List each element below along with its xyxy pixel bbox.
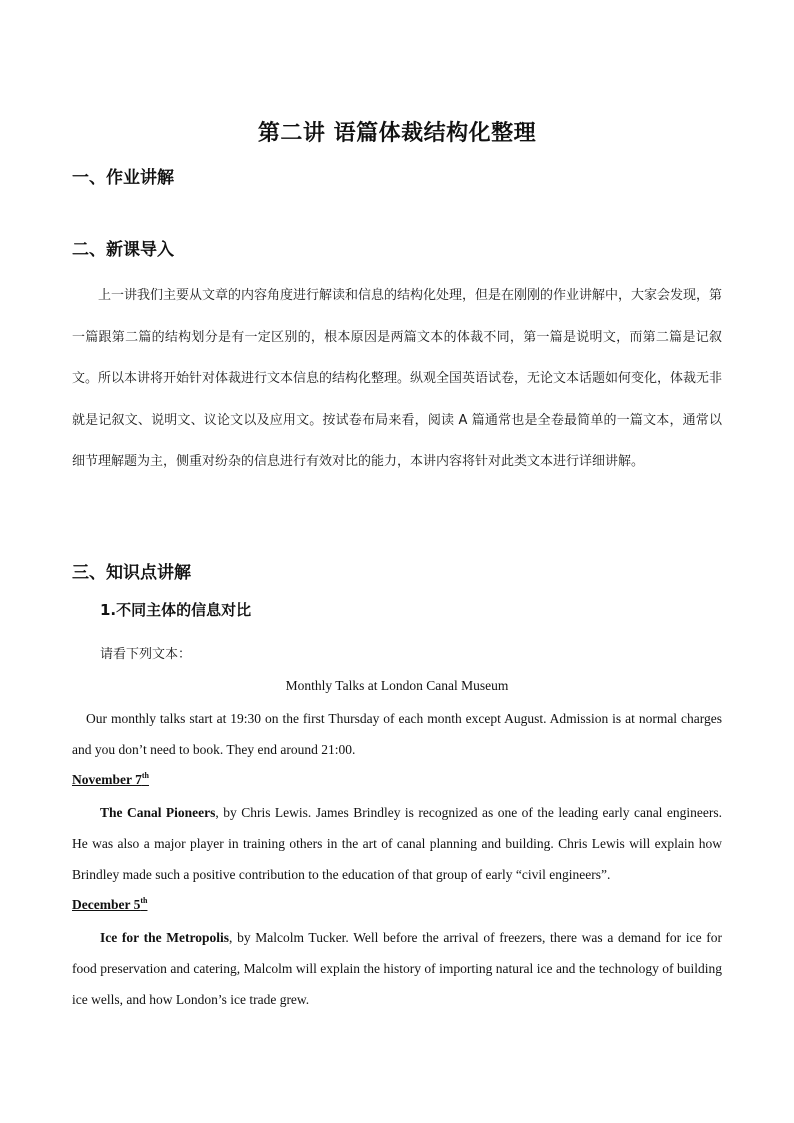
talk-description [72,922,722,1015]
talk-date-text: November 7 [72,772,142,787]
talk-body: , by Malcolm Tucker. Well before the arrival of freezers, there was a demand for ice for food preservation and catering, Malcolm will explain the history of importing natural ice and the technology of building ice wells, and how London’s ice trade grew. [72,930,723,1007]
talk-date [72,771,149,788]
talk-date [72,896,147,913]
passage-intro: Our monthly talks start at 19:30 on the first Thursday of each month except August. Admission is at normal charges and you don’t need to book. They end around 21:00. [72,711,722,757]
page-title: 第二讲 语篇体裁结构化整理 [257,121,537,146]
talk-description [72,797,722,890]
talk-body: , by Chris Lewis. James Brindley is recognized as one of the leading early canal engineers. He was also a major player in training others in the art of canal planning and building. Chris Lewis will explain how Brindley made such a positive contribution to the education of that group of early “civil engineers”. [72,805,722,882]
section-heading-knowledge: 三、知识点讲解 [72,563,191,583]
talk-date-text: December 5 [72,897,141,912]
section-heading-intro: 二、新课导入 [72,240,174,260]
talk-title: The Canal Pioneers [100,805,216,820]
talk-date-suffix: th [141,771,149,780]
talk-date-suffix: th [140,896,148,905]
intro-paragraph: 上一讲我们主要从文章的内容角度进行解读和信息的结构化处理，但是在刚刚的作业讲解中，大家会发现，第一篇跟第二篇的结构划分是有一定区别的，根本原因是两篇文本的体裁不同，第一篇是说明文，而第二篇是记叙文。所以本讲将开始针对体裁进行文本信息的结构化整理。纵观全国英语试卷，无论文本话题如何变化，体裁无非就是记叙文、说明文、议论文以及应用文。按试卷布局来看，阅读 A 篇通常也是全卷最简单的一篇文本，通常以细节理解题为主，侧重对纷杂的信息进行有效对比的能力，本讲内容将针对此类文本进行详细讲解。 [72,288,723,470]
talk-title: Ice for the Metropolis [100,930,230,945]
section-heading-homework: 一、作业讲解 [72,168,174,188]
reading-prompt: 请看下列文本： [100,647,192,662]
passage-title: Monthly Talks at London Canal Museum [285,678,509,693]
subsection-heading: 1.不同主体的信息对比 [100,601,252,619]
